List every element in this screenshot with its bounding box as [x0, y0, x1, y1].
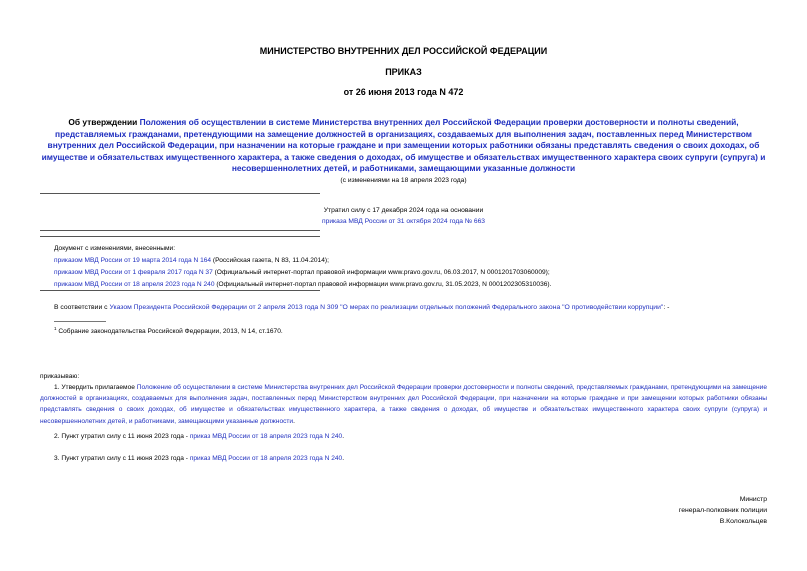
signatory-rank: генерал-полковник полиции: [678, 507, 767, 514]
footnote-divider: [54, 321, 106, 322]
lost-force-order-link[interactable]: приказа МВД России от 31 октября 2024 года № 663: [321, 218, 486, 225]
amendment-link[interactable]: приказом МВД России от 19 марта 2014 года N 164: [54, 257, 212, 264]
divider: [40, 193, 320, 194]
document-title: [40, 117, 767, 175]
repeal-order-link[interactable]: приказ МВД России от 18 апреля 2023 года N 240: [189, 455, 343, 462]
paragraph-2: 2. Пункт утратил силу с 11 июня 2023 года - приказ МВД России от 18 апреля 2023 года N 240.: [54, 433, 345, 440]
amendment-link[interactable]: приказом МВД России от 18 апреля 2023 года N 240: [54, 281, 215, 288]
repeal-order-link[interactable]: приказ МВД России от 18 апреля 2023 года N 240: [189, 433, 343, 440]
list-item: приказом МВД России от 19 марта 2014 года N 164 (Российская газета, N 83, 11.04.2014);: [54, 257, 329, 264]
signatory-name: В.Колокольцев: [719, 518, 767, 525]
signature-block: [679, 494, 767, 527]
document-type: ПРИКАЗ: [385, 67, 422, 77]
list-item: приказом МВД России от 18 апреля 2023 года N 240 (Официальный интернет-портал правовой информации www.pravo.gov.ru, 31.05.2023, N 0001202305310036).: [54, 281, 552, 288]
ministry-heading: МИНИСТЕРСТВО ВНУТРЕННИХ ДЕЛ РОССИЙСКОЙ ФЕДЕРАЦИИ: [259, 46, 548, 56]
footnote: [54, 326, 283, 335]
amendment-link[interactable]: приказом МВД России от 1 февраля 2017 года N 37: [54, 269, 213, 276]
regulation-link[interactable]: Положение об осуществлении в системе Министерства внутренних дел Российской Федерации проверки достоверности и полноты сведений, представляемых гражданами, претендующими на замещение должностей в организациях, создаваемых для выполнения задач, поставленных перед Министерством внутренних дел Российской Федерации, при назначении на которые граждане и при замещении которых работники обязаны представлять сведения о своих доходах, об имуществе и обязательствах имущественного характера, а также сведения о доходах, об имуществе и обязательствах имущественного характера своих супруги (супруга) и несовершеннолетних детей, и работниками, замещающими указанные должности: [40, 384, 767, 425]
presidential-decree-link[interactable]: Указом Президента Российской Федерации от 2 апреля 2013 года N 309 "О мерах по реализации отдельных положений Федерального закона "О противодействии коррупции": [109, 304, 664, 311]
divider: [40, 236, 320, 237]
lost-force-text: Утратил силу с 17 декабря 2024 года на основании: [323, 207, 484, 214]
divider: [40, 230, 320, 231]
divider: [40, 290, 320, 291]
signatory-position: Министр: [739, 496, 767, 503]
document-date-number: от 26 июня 2013 года N 472: [343, 87, 464, 97]
paragraph-3: 3. Пункт утратил силу с 11 июня 2023 года - приказ МВД России от 18 апреля 2023 года N 240.: [54, 455, 345, 462]
footnote-text: Собрание законодательства Российской Федерации, 2013, N 14, ст.1670.: [58, 328, 283, 336]
preamble: В соответствии с Указом Президента Российской Федерации от 2 апреля 2013 года N 309 "О мерах по реализации отдельных положений Федерального закона "О противодействии коррупции": -: [54, 304, 670, 311]
amendments-heading: Документ с изменениями, внесенными:: [54, 245, 176, 252]
orders-word: приказываю:: [40, 373, 80, 380]
lost-force-notice: [0, 205, 807, 227]
amendment-note: (с изменениями на 18 апреля 2023 года): [340, 177, 467, 184]
title-regulation-link[interactable]: Положения об осуществлении в системе Министерства внутренних дел Российской Федерации проверки достоверности и полноты сведений, представляемых гражданами, претендующими на замещение должностей в организациях, создаваемых для выполнения задач, поставленных перед Министерством внутренних дел Российской Федерации, при назначении на которые граждане и при замещении которых работники обязаны представлять сведения о своих доходах, об имуществе и обязательствах имущественного характера, а также сведения о доходах, об имуществе и обязательствах имущественного характера своих супруги (супруга) и несовершеннолетних детей, и работниками, замещающими указанные должности: [41, 117, 766, 174]
paragraph-1: 1. Утвердить прилагаемое Положение об осуществлении в системе Министерства внутренних дел Российской Федерации проверки достоверности и полноты сведений, представляемых гражданами, претендующими на замещение должностей в организациях, создаваемых для выполнения задач, поставленных перед Министерством внутренних дел Российской Федерации, при назначении на которые граждане и при замещении которых работники обязаны представлять сведения о своих доходах, об имуществе и обязательствах имущественного характера, а также сведения о доходах, об имуществе и обязательствах имущественного характера своих супруги (супруга) и несовершеннолетних детей, и работниками, замещающими указанные должности.: [40, 384, 767, 425]
list-item: приказом МВД России от 1 февраля 2017 года N 37 (Официальный интернет-портал правовой информации www.pravo.gov.ru, 06.03.2017, N 0001201703060009);: [54, 269, 550, 276]
amendments-list: [54, 243, 774, 291]
footnote-mark: 1: [54, 326, 57, 331]
title-prefix: Об утверждении: [68, 117, 140, 127]
